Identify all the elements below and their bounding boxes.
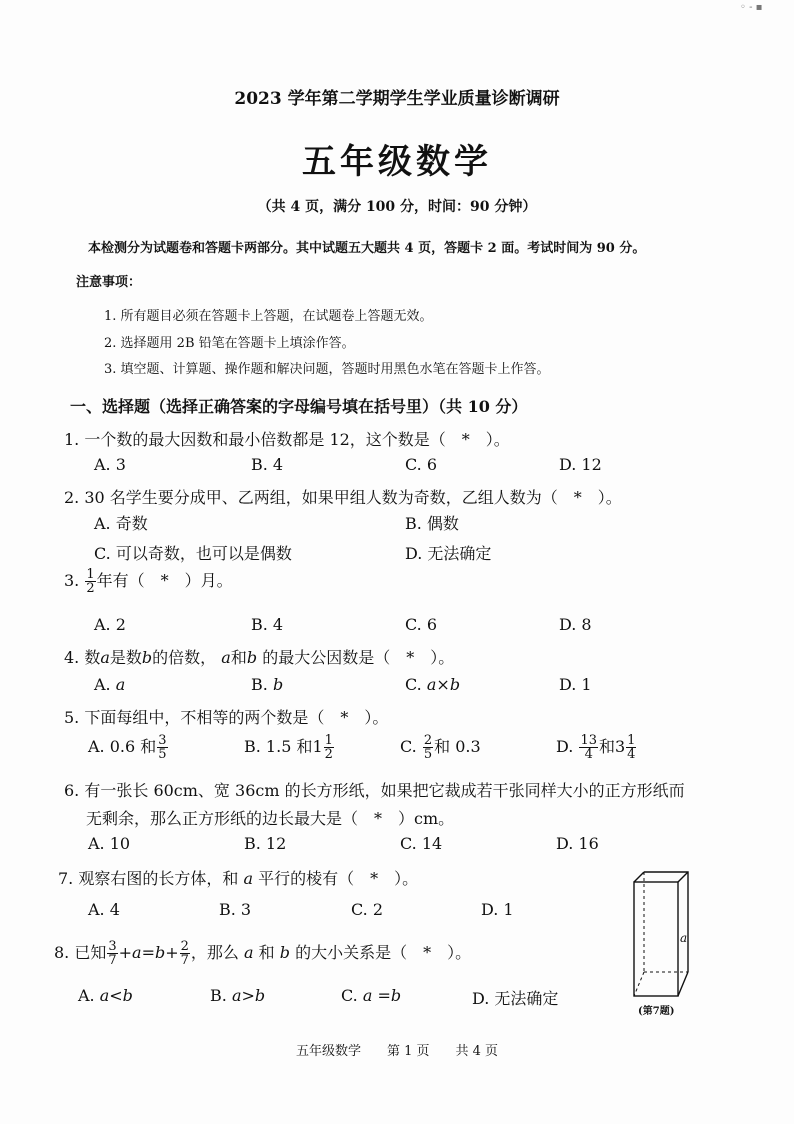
q3-option-b: B. 4 (251, 615, 284, 634)
note-item: 3. 填空题、计算题、操作题和解决问题，答题时用黑色水笔在答题卡上作答。 (104, 362, 550, 377)
fraction: $\frac{3}{7}$ (108, 939, 117, 968)
q7-option-b: B. 3 (219, 900, 252, 919)
q6-option-a: A. 10 (88, 834, 131, 853)
fraction: $\frac{1}{4}$ (627, 733, 636, 762)
figure-caption: (第7题) (638, 1006, 675, 1017)
question-6-stem-line1: 6. 有一张长 60cm、宽 36cm 的长方形纸，如果把它裁成若干张同样大小的正方形纸而 (64, 781, 685, 800)
question-1-stem: 1. 一个数的最大因数和最小倍数都是 12，这个数是（ * ）。 (64, 430, 510, 449)
q1-option-a: A. 3 (94, 455, 126, 474)
q1-option-b: B. 4 (251, 455, 284, 474)
q8-option-b: B. a>b (210, 986, 266, 1005)
exam-meta: （共 4 页，满分 100 分，时间：90 分钟） (257, 199, 537, 215)
fraction: $\frac{1}{2}$ (324, 733, 333, 762)
exam-intro: 本检测分为试题卷和答题卡两部分。其中试题五大题共 4 页，答题卡 2 面。考试时间为 90 分。 (88, 241, 646, 256)
fraction: $\frac{3}{5}$ (158, 733, 167, 762)
q7-option-c: C. 2 (351, 900, 384, 919)
q7-option-a: A. 4 (88, 900, 120, 919)
question-5-stem: 5. 下面每组中，不相等的两个数是（ * ）。 (64, 708, 389, 727)
q2-option-a: A. 奇数 (94, 514, 148, 533)
question-6-stem-line2: 无剩余，那么正方形纸的边长最大是（ * ）cm。 (86, 809, 455, 828)
q3-option-a: A. 2 (94, 615, 126, 634)
q5-option-a: A. 0.6 和 $\frac{3}{5}$ (88, 733, 167, 762)
note-item: 1. 所有题目必须在答题卡上答题，在试题卷上答题无效。 (104, 309, 433, 324)
q6-option-c: C. 14 (400, 834, 443, 853)
edge-label-a: a (680, 931, 688, 945)
q1-option-d: D. 12 (559, 455, 602, 474)
q3-option-c: C. 6 (405, 615, 438, 634)
question-3-stem: 3. $\frac{1}{2}$ 年有（ * ）月。 (64, 567, 233, 596)
q4-option-b: B. b (251, 675, 284, 694)
page-footer: 五年级数学 第 1 页 共 4 页 (295, 1044, 499, 1059)
scan-corner-mark: ◦ - ▪ (740, 2, 763, 13)
note-item: 2. 选择题用 2B 铅笔在答题卡上填涂作答。 (104, 336, 355, 351)
q6-option-d: D. 16 (556, 834, 599, 853)
q6-option-b: B. 12 (244, 834, 287, 853)
q4-option-c: C. a×b (405, 675, 461, 694)
q5-option-c: C. $\frac{2}{5}$ 和 0.3 (400, 733, 481, 762)
q8-option-c: C. a =b (341, 986, 402, 1005)
fraction: $\frac{2}{7}$ (180, 939, 189, 968)
q4-option-d: D. 1 (559, 675, 592, 694)
q2-option-d: D. 无法确定 (405, 544, 492, 563)
section-title: 一、选择题（选择正确答案的字母编号填在括号里）（共 10 分） (70, 397, 528, 416)
question-7-stem: 7. 观察右图的长方体，和 a 平行的棱有（ * ）。 (58, 869, 419, 888)
q4-option-a: A. a (94, 675, 126, 694)
question-8-stem: 8. 已知 $\frac{3}{7}$ +a=b+ $\frac{2}{7}$ ，那么 a 和 b 的大小关系是（ * ）。 (54, 939, 472, 968)
question-4-stem: 4. 数a是数b的倍数， a和b 的最大公因数是（ * ）。 (64, 648, 455, 667)
exam-title: 2023 学年第二学期学生学业质量诊断调研 (234, 89, 560, 109)
fraction: $\frac{13}{4}$ (580, 733, 597, 762)
question-2-stem: 2. 30 名学生要分成甲、乙两组，如果甲组人数为奇数，乙组人数为（ * ）。 (64, 488, 622, 507)
cuboid-figure (630, 866, 696, 1000)
q7-option-d: D. 1 (481, 900, 514, 919)
fraction: $\frac{1}{2}$ (86, 567, 95, 596)
q2-option-c: C. 可以奇数，也可以是偶数 (94, 544, 292, 563)
subject-title: 五年级数学 (302, 142, 492, 182)
q8-option-a: A. a<b (78, 986, 133, 1005)
q1-option-c: C. 6 (405, 455, 438, 474)
fraction: $\frac{2}{5}$ (423, 733, 433, 762)
q5-option-b: B. 1.5 和1 $\frac{1}{2}$ (244, 733, 333, 762)
q2-option-b: B. 偶数 (405, 514, 459, 533)
q3-option-d: D. 8 (559, 615, 592, 634)
notes-heading: 注意事项： (76, 275, 142, 290)
q8-option-d: D. 无法确定 (472, 989, 559, 1008)
q5-option-d: D. $\frac{13}{4}$ 和3 $\frac{1}{4}$ (556, 733, 636, 762)
